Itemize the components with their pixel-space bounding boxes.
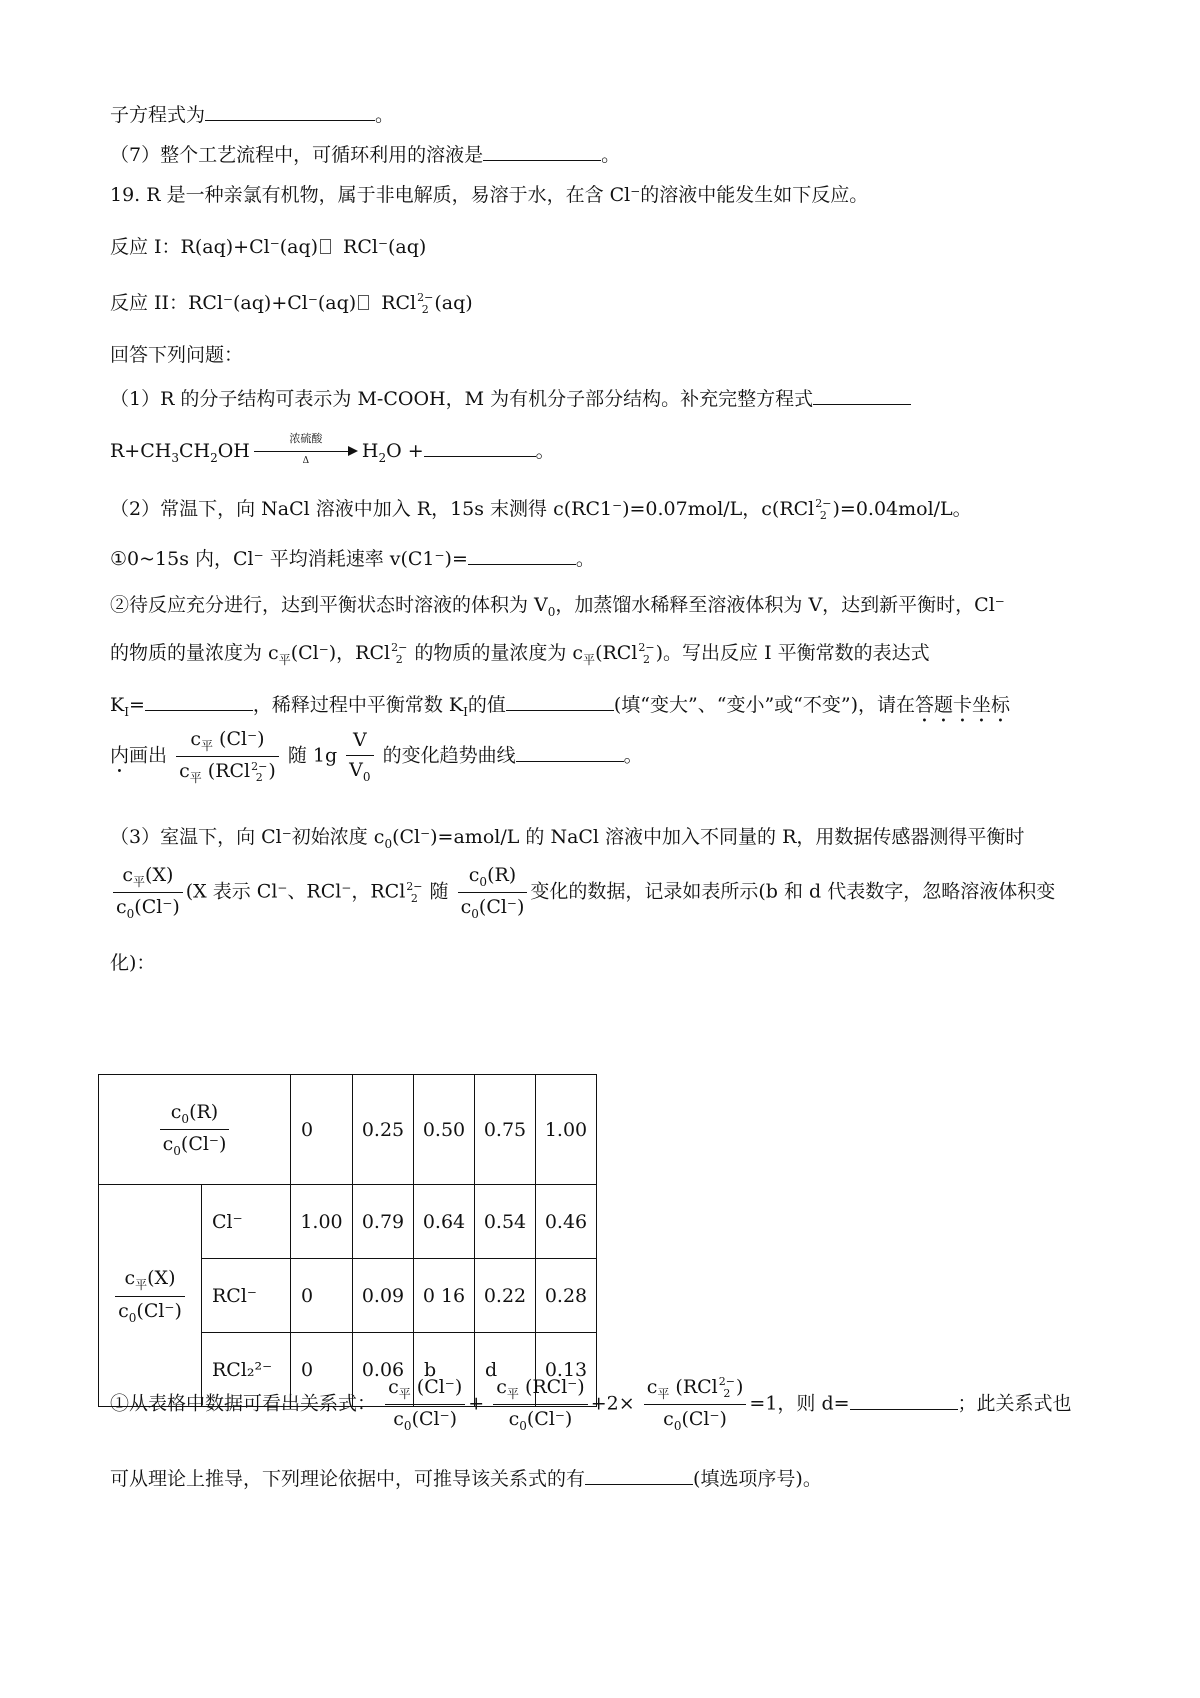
- line-q7: （7）整个工艺流程中，可循环利用的溶液是 。: [110, 144, 621, 166]
- table-cell: 0.09: [353, 1259, 414, 1333]
- answer-blank[interactable]: [813, 386, 911, 405]
- answer-blank[interactable]: [145, 692, 253, 711]
- table-row: [99, 1185, 597, 1259]
- question-19: 19. R 是一种亲氯有机物，属于非电解质，易溶于水，在含 Cl⁻的溶液中能发生如下反应。: [110, 184, 869, 206]
- answer-intro: 回答下列问题：: [110, 344, 244, 366]
- part-3: （3）室温下，向 Cl⁻初始浓度 $c_0(Cl^-)=amol/L$ 的 NaCl 溶液中加入不同量的 R，用数据传感器测得平衡时: [110, 826, 1025, 851]
- row-label: Cl⁻: [202, 1185, 291, 1259]
- table-cell: 0.22: [475, 1259, 536, 1333]
- fraction-rcl: $\frac{c_平 (RCl^-)}{c_0(Cl^-)}$: [493, 1376, 588, 1433]
- table-cell: 1.00: [291, 1185, 353, 1259]
- header-label-cell: [99, 1075, 291, 1185]
- line-top-equation: 子方程式为 。: [110, 104, 395, 126]
- part-5: 可从理论上推导，下列理论依据中，可推导该关系式的有 (填选项序号)。: [110, 1468, 822, 1490]
- table-header-row: [99, 1075, 597, 1185]
- answer-blank[interactable]: [424, 438, 536, 457]
- part-2-d: $K_I=$ ，稀释过程中平衡常数 $K_I$的值 (填“变大”、“变小”或“不变”)，请在答题卡坐标: [110, 694, 1011, 719]
- fraction-r-ratio: $\frac{c_0(R)}{c_0(Cl^-)}$: [458, 864, 528, 921]
- part-2: （2）常温下，向 NaCl 溶液中加入 R，15s 末测得 c(RC1⁻)=0.07mol/L，c(RCl 2− 2 )=0.04mol/L。: [110, 497, 972, 522]
- answer-blank[interactable]: [468, 546, 576, 565]
- row-group-label-cell: [99, 1185, 202, 1407]
- table-cell: 0.13: [536, 1333, 597, 1407]
- part-1-equation: $R+CH_3CH_2OH$ 浓硫酸 Δ $H_2O$ + 。: [110, 432, 555, 466]
- table-cell: 0.64: [414, 1185, 475, 1259]
- table-cell: 0.79: [353, 1185, 414, 1259]
- row-label: RCl⁻: [202, 1259, 291, 1333]
- table-cell: 0.54: [475, 1185, 536, 1259]
- table-cell: b: [414, 1333, 475, 1407]
- part-3-b: $\frac{c_平(X)}{c_0(Cl^-)}$ (X 表示 Cl⁻、RCl⁻，RCl 2− 2 随 $\frac{c_0(R)}{c_0(Cl^-)}$ 变化的数据，记录如表所示(b 和 d 代表数字，忽略溶液体积变: [110, 864, 1055, 921]
- part-2-c: 的物质的量浓度为 $c_平(Cl^-)$，RCl 2− 2 的物质的量浓度为 $c_平(RCl$ 2− 2 )。写出反应 I 平衡常数的表达式: [110, 641, 930, 667]
- part-2-a: ①0~15s 内，Cl⁻ 平均消耗速率 v(C1⁻)= 。: [110, 548, 595, 570]
- part-1: （1）R 的分子结构可表示为 M-COOH，M 为有机分子部分结构。补充完整方程式: [110, 386, 911, 411]
- part-2-b: ②待反应充分进行，达到平衡状态时溶液的体积为 $V_0$，加蒸馏水稀释至溶液体积为 V，达到新平衡时，Cl⁻: [110, 594, 1005, 619]
- table-cell: 0.28: [536, 1259, 597, 1333]
- answer-blank[interactable]: [483, 142, 601, 161]
- table-cell: 0: [291, 1333, 353, 1407]
- answer-blank[interactable]: [850, 1391, 958, 1410]
- table-cell: d: [475, 1333, 536, 1407]
- fraction-volume: $\frac{V}{V_0}$: [346, 729, 373, 784]
- table-cell: 0.25: [353, 1075, 414, 1185]
- fraction-row-label: $\frac{c_平(X)}{c_0(Cl^-)}$: [115, 1267, 185, 1325]
- reaction-1: 反应 I：R(aq)+Cl⁻(aq) RCl⁻(aq): [110, 236, 427, 258]
- part-3-c: 化)：: [110, 952, 156, 974]
- table-cell: 0.50: [414, 1075, 475, 1185]
- fraction-ratio: $c_平$ (Cl⁻) $c_平$ (RCl 2− 2 ): [176, 728, 279, 785]
- table-cell: 0.46: [536, 1185, 597, 1259]
- table-cell: 0.06: [353, 1333, 414, 1407]
- row-label: RCl₂²⁻: [202, 1333, 291, 1407]
- fraction-cl: $\frac{c_平 (Cl^-)}{c_0(Cl^-)}$: [385, 1376, 465, 1433]
- table-cell: 0.75: [475, 1075, 536, 1185]
- table-cell: 0: [291, 1259, 353, 1333]
- answer-blank[interactable]: [506, 692, 614, 711]
- fraction-header: $\frac{c_0(R)}{c_0(Cl^-)}$: [160, 1101, 230, 1158]
- reaction-arrow-icon: 浓硫酸 Δ: [254, 445, 358, 459]
- part-4: ①从表格中数据可看出关系式： $\frac{c_平 (Cl^-)}{c_0(Cl^-)}$ + $\frac{c_平 (RCl^-)}{c_0(Cl^-)}$ +2× $c_平$ (RCl 2− 2 ) $c_0(Cl^-)$ =1，则 d= ；此关系式也: [110, 1375, 1072, 1433]
- fraction-rcl2: $c_平$ (RCl 2− 2 ) $c_0(Cl^-)$: [644, 1376, 747, 1433]
- answer-blank[interactable]: [585, 1466, 693, 1485]
- equilibrium-arrow-icon: [320, 239, 331, 254]
- answer-blank[interactable]: [516, 743, 624, 762]
- part-2-e: 内画出 $c_平$ (Cl⁻) $c_平$ (RCl 2− 2 ) 随 1g $\frac{V}{V_0}$ 的变化趋势曲线 。: [110, 728, 643, 785]
- fraction-x-ratio: $\frac{c_平(X)}{c_0(Cl^-)}$: [113, 864, 183, 921]
- reaction-2: 反应 II：RCl⁻(aq)+Cl⁻(aq) RCl 2− 2 (aq): [110, 291, 473, 316]
- table-cell: 1.00: [536, 1075, 597, 1185]
- data-table: [98, 1074, 597, 1407]
- equilibrium-arrow-icon: [358, 295, 369, 310]
- table-cell: 0 16: [414, 1259, 475, 1333]
- table-cell: 0: [291, 1075, 353, 1185]
- answer-blank[interactable]: [205, 102, 375, 121]
